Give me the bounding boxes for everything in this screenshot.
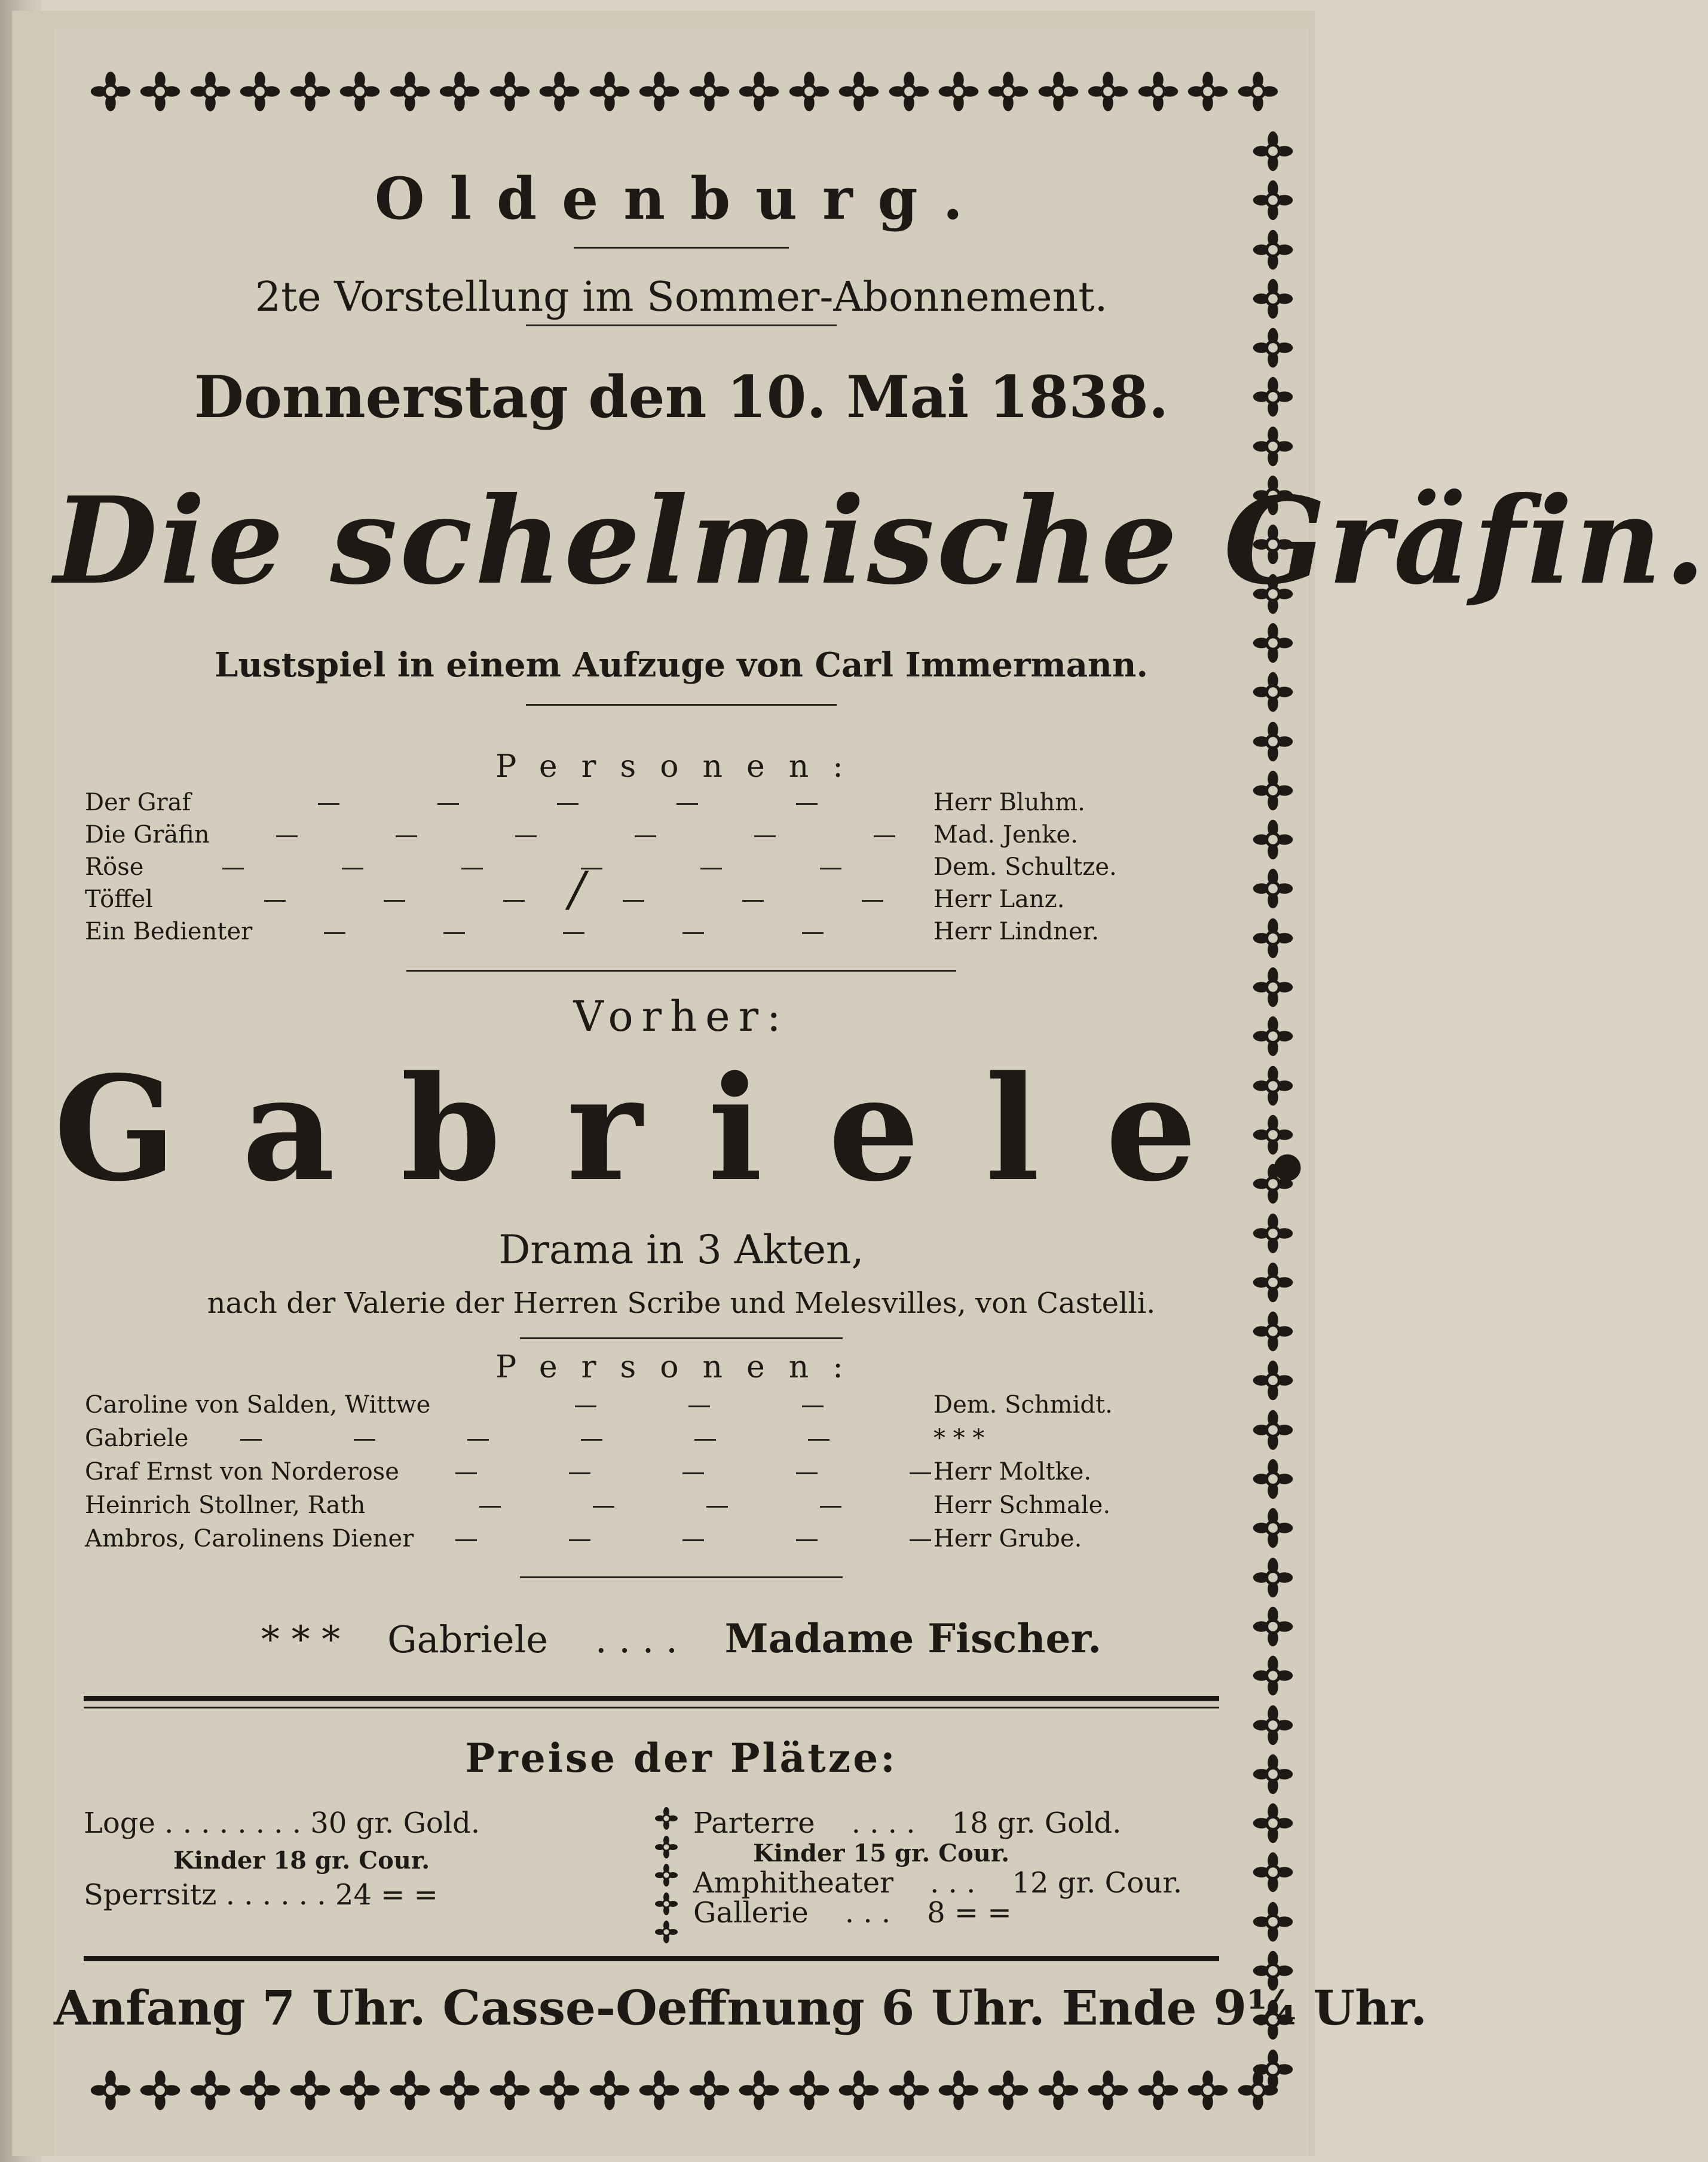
leader-dash bbox=[467, 1439, 489, 1441]
price-dots: . . . . . . bbox=[225, 1878, 326, 1912]
cast-actor: Herr Moltke. bbox=[933, 1458, 1092, 1486]
play2-cast-list bbox=[85, 1391, 1125, 1558]
cast-row bbox=[85, 1458, 1125, 1492]
leader-dash bbox=[802, 932, 824, 934]
leader-dash bbox=[808, 1439, 829, 1441]
price-label: Amphitheater bbox=[693, 1866, 894, 1900]
leader-dash bbox=[688, 1405, 710, 1407]
leader-dash bbox=[557, 803, 578, 805]
leader-dash bbox=[443, 932, 465, 934]
cast-actor: Mad. Jenke. bbox=[933, 821, 1078, 849]
play1-personen-heading: Personen: bbox=[495, 749, 867, 785]
cast-actor: Dem. Schmidt. bbox=[933, 1391, 1113, 1419]
star-dots: . . . . bbox=[595, 1618, 678, 1661]
floral-ornament-icon bbox=[654, 1806, 678, 1830]
leader-dash bbox=[796, 1472, 818, 1474]
playbill-content bbox=[54, 29, 1708, 2156]
leader-dash bbox=[264, 900, 286, 902]
leader-dash bbox=[318, 803, 339, 805]
leader-dash bbox=[677, 803, 698, 805]
star-role: Gabriele bbox=[387, 1618, 548, 1661]
price-label: Parterre bbox=[693, 1806, 815, 1840]
leader-dash bbox=[569, 1472, 590, 1474]
price-row-sperrsitz bbox=[84, 1878, 438, 1912]
leader-dash bbox=[222, 868, 244, 869]
price-value: 18 gr. Gold. bbox=[951, 1806, 1122, 1840]
leader-dash bbox=[479, 1506, 501, 1508]
play1-title: Die schelmische Gräfin. bbox=[54, 471, 1708, 611]
leader-dash bbox=[276, 835, 298, 837]
cast-actor: Herr Schmale. bbox=[933, 1492, 1111, 1519]
cast-row bbox=[85, 886, 1125, 918]
cast-role: Röse bbox=[85, 853, 144, 881]
leader-dash bbox=[455, 1539, 477, 1541]
leader-dash bbox=[581, 1439, 602, 1441]
leader-dash bbox=[455, 1472, 477, 1474]
leader-dash bbox=[874, 835, 895, 837]
prices-heading: Preise der Plätze: bbox=[465, 1735, 898, 1781]
leader-dash bbox=[354, 1439, 375, 1441]
star-cast-note bbox=[54, 1615, 1309, 1662]
price-row-loge bbox=[84, 1806, 480, 1840]
leader-dash bbox=[635, 835, 656, 837]
price-note-left: Kinder 18 gr. Cour. bbox=[173, 1846, 430, 1875]
cast-role: Töffel bbox=[85, 886, 154, 913]
floral-ornament-icon bbox=[654, 1892, 678, 1916]
play2-title: Gabriele. bbox=[54, 1045, 1379, 1213]
price-dots: . . . . bbox=[851, 1806, 916, 1840]
cast-row bbox=[85, 821, 1125, 853]
play2-subtitle: nach der Valerie der Herren Scribe und Melesvilles, von Castelli. bbox=[207, 1287, 1156, 1320]
leader-dash bbox=[461, 868, 483, 869]
thin-rule bbox=[84, 1707, 1219, 1708]
divider-rule bbox=[574, 247, 789, 249]
leader-dash bbox=[563, 932, 584, 934]
leader-dash bbox=[682, 1472, 704, 1474]
leader-dash bbox=[706, 1506, 728, 1508]
leader-dash bbox=[515, 835, 537, 837]
price-note-right: Kinder 15 gr. Cour. bbox=[753, 1839, 1010, 1867]
divider-rule bbox=[526, 324, 837, 326]
leader-dash bbox=[796, 1539, 818, 1541]
price-value: 8 = = bbox=[927, 1896, 1012, 1930]
cast-row bbox=[85, 1391, 1125, 1425]
cast-role: Caroline von Salden, Wittwe bbox=[85, 1391, 431, 1419]
leader-dash bbox=[820, 868, 841, 869]
city-heading: Oldenburg. bbox=[374, 165, 988, 232]
cast-actor: * * * bbox=[933, 1425, 985, 1452]
subscription-line: 2te Vorstellung im Sommer-Abonnement. bbox=[255, 274, 1108, 321]
floral-ornament-icon bbox=[654, 1920, 678, 1944]
handwritten-mark: / bbox=[569, 861, 585, 917]
leader-dash bbox=[802, 1405, 824, 1407]
leader-dash bbox=[742, 900, 764, 902]
cast-row bbox=[85, 1492, 1125, 1525]
star-performer: Madame Fischer. bbox=[724, 1615, 1102, 1662]
play1-subtitle: Lustspiel in einem Aufzuge von Carl Immermann. bbox=[215, 645, 1148, 685]
leader-dash bbox=[682, 1539, 704, 1541]
cast-actor: Herr Lanz. bbox=[933, 886, 1065, 913]
cast-actor: Herr Lindner. bbox=[933, 918, 1100, 945]
price-label: Loge bbox=[84, 1806, 155, 1840]
price-column-divider bbox=[651, 1806, 681, 1944]
price-dots: . . . bbox=[930, 1866, 976, 1900]
star-marks: * * * bbox=[261, 1618, 341, 1661]
leader-dash bbox=[575, 1405, 596, 1407]
cast-role: Ein Bedienter bbox=[85, 918, 253, 945]
cast-role: Die Gräfin bbox=[85, 821, 210, 849]
leader-dash bbox=[396, 835, 417, 837]
play1-cast-list bbox=[85, 789, 1125, 950]
leader-dash bbox=[862, 900, 883, 902]
leader-dash bbox=[623, 900, 644, 902]
cast-role: Gabriele bbox=[85, 1425, 189, 1452]
leader-dash bbox=[910, 1539, 931, 1541]
leader-dash bbox=[910, 1472, 931, 1474]
price-dots: . . . . . . . . bbox=[164, 1806, 302, 1840]
divider-rule bbox=[520, 1337, 843, 1339]
leader-dash bbox=[796, 803, 818, 805]
leader-dash bbox=[503, 900, 525, 902]
cast-row bbox=[85, 1525, 1125, 1558]
cast-actor: Dem. Schultze. bbox=[933, 853, 1117, 881]
play2-personen-heading: Personen: bbox=[495, 1349, 867, 1385]
price-value: 12 gr. Cour. bbox=[1012, 1866, 1183, 1900]
performance-times: Anfang 7 Uhr. Casse-Oeffnung 6 Uhr. Ende 9¼ Uhr. bbox=[54, 1980, 1427, 2036]
vorher-label: Vorher: bbox=[573, 992, 789, 1041]
price-row-gallerie bbox=[693, 1896, 1012, 1930]
leader-dash bbox=[754, 835, 776, 837]
divider-rule bbox=[526, 704, 837, 706]
price-row-parterre bbox=[693, 1806, 1121, 1840]
leader-dash bbox=[437, 803, 459, 805]
thick-rule bbox=[84, 1956, 1219, 1961]
cast-actor: Herr Grube. bbox=[933, 1525, 1082, 1552]
leader-dash bbox=[593, 1506, 614, 1508]
price-dots: . . . bbox=[844, 1896, 891, 1930]
leader-dash bbox=[694, 1439, 716, 1441]
price-label: Sperrsitz bbox=[84, 1878, 217, 1912]
price-value: 30 gr. Gold. bbox=[310, 1806, 480, 1840]
price-label: Gallerie bbox=[693, 1896, 809, 1930]
leader-dash bbox=[820, 1506, 841, 1508]
playbill-sheet bbox=[12, 11, 1708, 2156]
cast-role: Heinrich Stollner, Rath bbox=[85, 1492, 366, 1519]
cast-row bbox=[85, 918, 1125, 950]
leader-dash bbox=[342, 868, 363, 869]
leader-dash bbox=[324, 932, 345, 934]
leader-dash bbox=[569, 1539, 590, 1541]
leader-dash bbox=[384, 900, 405, 902]
floral-ornament-icon bbox=[654, 1835, 678, 1859]
play2-genre: Drama in 3 Akten, bbox=[498, 1227, 864, 1273]
leader-dash bbox=[700, 868, 722, 869]
divider-rule bbox=[406, 970, 956, 972]
leader-dash bbox=[682, 932, 704, 934]
performance-date: Donnerstag den 10. Mai 1838. bbox=[194, 363, 1169, 431]
cast-role: Graf Ernst von Norderose bbox=[85, 1458, 399, 1486]
cast-row bbox=[85, 789, 1125, 821]
divider-rule bbox=[520, 1576, 843, 1578]
cast-actor: Herr Bluhm. bbox=[933, 789, 1085, 816]
thick-rule bbox=[84, 1696, 1219, 1701]
cast-role: Ambros, Carolinens Diener bbox=[85, 1525, 414, 1552]
cast-row bbox=[85, 853, 1125, 886]
price-value: 24 = = bbox=[335, 1878, 438, 1912]
floral-ornament-icon bbox=[654, 1863, 678, 1887]
cast-role: Der Graf bbox=[85, 789, 191, 816]
paper bbox=[54, 29, 1708, 2156]
price-row-amphitheater bbox=[693, 1866, 1182, 1900]
leader-dash bbox=[240, 1439, 262, 1441]
cast-row bbox=[85, 1425, 1125, 1458]
